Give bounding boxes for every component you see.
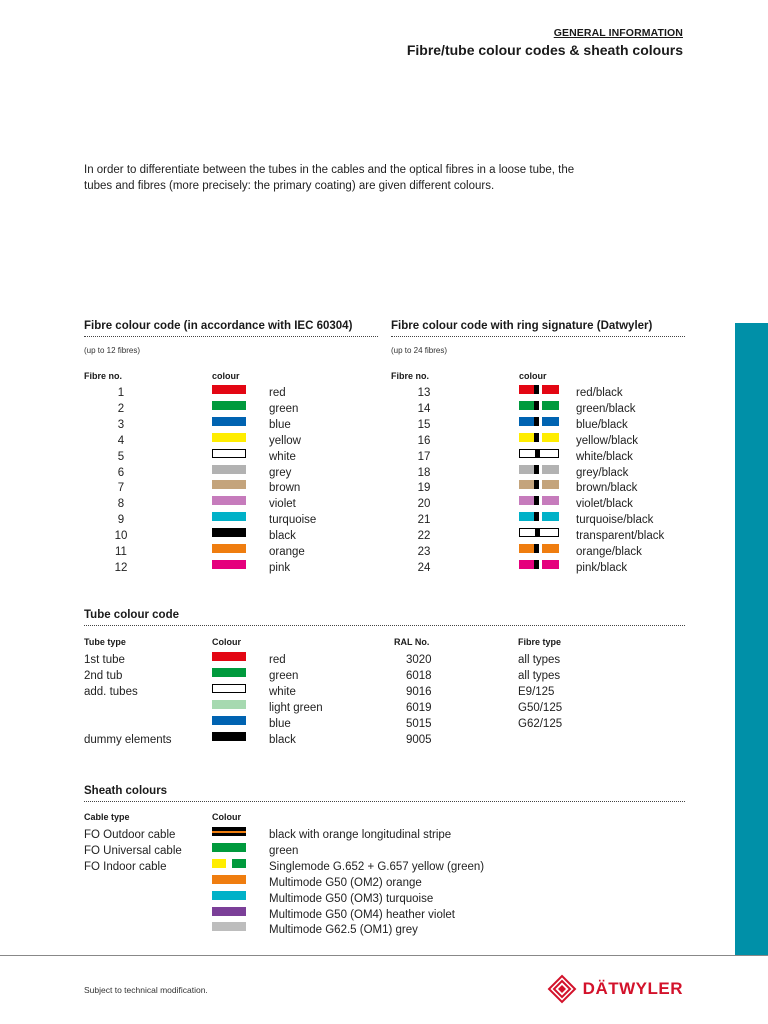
fibre-iec-title: Fibre colour code (in accordance with IEC 60304) bbox=[84, 320, 353, 332]
ral-number: 3020 bbox=[406, 654, 432, 666]
ring-gap bbox=[539, 417, 542, 426]
ring-swatch bbox=[519, 544, 559, 553]
fibre-number: 6 bbox=[117, 466, 125, 479]
colour-label: black with orange longitudinal stripe bbox=[269, 829, 452, 841]
fibre-number: 17 bbox=[417, 450, 431, 463]
colour-swatch bbox=[212, 684, 246, 693]
colour-label: Multimode G50 (OM4) heather violet bbox=[269, 908, 455, 921]
table-row bbox=[84, 700, 685, 716]
table-row bbox=[391, 480, 685, 496]
col-colour: Colour bbox=[212, 637, 241, 647]
ring-gap bbox=[539, 544, 542, 553]
ring-swatch bbox=[519, 449, 559, 458]
tube-section bbox=[84, 607, 685, 757]
divider bbox=[84, 625, 685, 626]
ring-gap bbox=[539, 401, 542, 410]
table-row bbox=[391, 560, 685, 576]
ring-gap bbox=[539, 512, 542, 521]
fibre-number: 22 bbox=[417, 530, 431, 543]
ring-swatch bbox=[519, 512, 559, 521]
colour-swatch bbox=[212, 700, 246, 709]
table-row bbox=[391, 417, 685, 433]
fibre-number: 9 bbox=[117, 514, 125, 527]
colour-swatch bbox=[212, 859, 246, 868]
colour-label: Multimode G50 (OM3) turquoise bbox=[269, 892, 434, 905]
cable-type: FO Outdoor cable bbox=[84, 829, 176, 841]
colour-label: green bbox=[269, 844, 299, 857]
fibre-number: 10 bbox=[114, 530, 128, 543]
tube-rows bbox=[84, 652, 685, 752]
fibre-type: E9/125 bbox=[518, 685, 555, 698]
fibre-ring-section bbox=[391, 318, 685, 578]
sheath-title: Sheath colours bbox=[84, 785, 168, 797]
sheath-section bbox=[84, 783, 685, 943]
colour-swatch bbox=[212, 528, 246, 537]
colour-swatch bbox=[212, 732, 246, 741]
ring-swatch bbox=[519, 480, 559, 489]
fibre-type: all types bbox=[518, 669, 561, 682]
colour-label: orange bbox=[269, 546, 305, 558]
table-row bbox=[84, 922, 685, 938]
colour-swatch bbox=[212, 480, 246, 489]
table-row bbox=[84, 875, 685, 891]
fibre-iec-rows bbox=[84, 385, 378, 585]
table-row bbox=[84, 827, 685, 843]
colour-label: red bbox=[269, 387, 286, 399]
datwyler-logo bbox=[547, 974, 683, 1004]
table-row bbox=[391, 401, 685, 417]
fibre-type: G50/125 bbox=[518, 701, 563, 714]
table-row bbox=[84, 433, 378, 449]
colour-label: Multimode G50 (OM2) orange bbox=[269, 876, 422, 889]
fibre-number: 23 bbox=[417, 546, 431, 558]
table-row bbox=[84, 843, 685, 859]
ring-band bbox=[535, 529, 540, 536]
ral-number: 6019 bbox=[406, 701, 432, 714]
ring-band bbox=[535, 450, 540, 457]
table-row bbox=[391, 433, 685, 449]
ring-swatch bbox=[519, 385, 559, 394]
colour-swatch bbox=[212, 449, 246, 458]
ring-gap bbox=[539, 496, 542, 505]
colour-label: green bbox=[269, 402, 299, 415]
table-row bbox=[84, 859, 685, 875]
table-row bbox=[84, 716, 685, 732]
ral-number: 9016 bbox=[406, 685, 432, 698]
ring-swatch bbox=[519, 528, 559, 537]
ring-swatch bbox=[519, 496, 559, 505]
fibre-number: 4 bbox=[117, 434, 125, 447]
fibre-number: 20 bbox=[417, 498, 431, 511]
table-row bbox=[391, 544, 685, 560]
colour-label: grey bbox=[269, 466, 292, 479]
col-colour: colour bbox=[212, 371, 240, 381]
ring-gap bbox=[539, 465, 542, 474]
page-title: Fibre/tube colour codes & sheath colours bbox=[406, 42, 683, 58]
cable-type: FO Indoor cable bbox=[84, 860, 167, 873]
table-row bbox=[84, 732, 685, 748]
colour-swatch bbox=[212, 668, 246, 677]
colour-swatch bbox=[212, 922, 246, 931]
colour-label: red/black bbox=[576, 387, 623, 399]
sheath-rows bbox=[84, 827, 685, 942]
colour-swatch bbox=[212, 560, 246, 569]
table-row bbox=[84, 891, 685, 907]
tube-title: Tube colour code bbox=[84, 609, 179, 621]
divider bbox=[84, 336, 378, 337]
colour-swatch bbox=[212, 417, 246, 426]
table-row bbox=[84, 560, 378, 576]
fibre-number: 1 bbox=[117, 387, 125, 399]
table-row bbox=[84, 401, 378, 417]
fibre-number: 24 bbox=[417, 561, 431, 574]
tube-type: 2nd tub bbox=[84, 669, 123, 682]
fibre-number: 15 bbox=[417, 418, 431, 431]
table-row bbox=[391, 385, 685, 401]
colour-label: turquoise/black bbox=[576, 514, 654, 527]
colour-label: white/black bbox=[576, 450, 633, 463]
fibre-iec-note: (up to 12 fibres) bbox=[84, 346, 141, 355]
tube-type: dummy elements bbox=[84, 733, 172, 746]
colour-swatch bbox=[212, 652, 246, 661]
ral-number: 9005 bbox=[406, 733, 432, 746]
colour-label: orange/black bbox=[576, 546, 642, 558]
colour-label: yellow/black bbox=[576, 434, 638, 447]
colour-label: green/black bbox=[576, 402, 636, 415]
col-colour: colour bbox=[519, 371, 547, 381]
ring-swatch bbox=[519, 401, 559, 410]
ral-number: 6018 bbox=[406, 669, 432, 682]
divider bbox=[391, 336, 685, 337]
fibre-type: G62/125 bbox=[518, 717, 563, 730]
table-row bbox=[84, 907, 685, 923]
colour-label: grey/black bbox=[576, 466, 629, 479]
table-row bbox=[391, 528, 685, 544]
colour-swatch bbox=[212, 512, 246, 521]
ring-gap bbox=[539, 480, 542, 489]
fibre-type: all types bbox=[518, 654, 561, 666]
section-label: GENERAL INFORMATION bbox=[553, 27, 683, 39]
datwyler-logo-text: DÄTWYLER bbox=[582, 979, 683, 998]
colour-label: white bbox=[269, 450, 296, 463]
col-colour: Colour bbox=[212, 812, 241, 822]
colour-swatch bbox=[212, 496, 246, 505]
ring-swatch bbox=[519, 417, 559, 426]
divider bbox=[84, 801, 685, 802]
footer-divider bbox=[0, 955, 768, 956]
colour-swatch bbox=[212, 875, 246, 884]
fibre-iec-section bbox=[84, 318, 378, 578]
fibre-number: 8 bbox=[117, 498, 125, 511]
colour-label: pink/black bbox=[576, 561, 628, 574]
colour-swatch bbox=[212, 716, 246, 725]
fibre-number: 19 bbox=[417, 482, 431, 495]
fibre-ring-rows bbox=[391, 385, 685, 585]
swatch-part bbox=[212, 859, 226, 868]
colour-label: transparent/black bbox=[576, 530, 665, 543]
fibre-number: 12 bbox=[114, 561, 128, 574]
ring-gap bbox=[539, 433, 542, 442]
ring-swatch bbox=[519, 433, 559, 442]
colour-label: white bbox=[269, 685, 296, 698]
col-fibre-type: Fibre type bbox=[518, 637, 562, 647]
colour-swatch bbox=[212, 385, 246, 394]
colour-label: black bbox=[269, 530, 296, 543]
intro-paragraph: In order to differentiate between the tubes in the cables and the optical fibres in a loose tube, the tubes and fibres (more precisely: the primary coating) are given different colours. bbox=[84, 164, 575, 192]
fibre-number: 21 bbox=[417, 514, 431, 527]
fibre-number: 14 bbox=[417, 402, 431, 415]
fibre-number: 3 bbox=[117, 418, 125, 431]
colour-label: turquoise bbox=[269, 514, 317, 527]
colour-label: blue/black bbox=[576, 418, 628, 431]
col-fibre-no: Fibre no. bbox=[391, 371, 429, 381]
stripe bbox=[212, 831, 246, 833]
colour-swatch bbox=[212, 465, 246, 474]
fibre-number: 16 bbox=[417, 434, 431, 447]
table-row bbox=[84, 528, 378, 544]
table-row bbox=[84, 496, 378, 512]
colour-label: blue bbox=[269, 418, 291, 431]
table-row bbox=[84, 385, 378, 401]
swatch-part bbox=[232, 859, 246, 868]
colour-swatch bbox=[212, 907, 246, 916]
table-row bbox=[84, 449, 378, 465]
fibre-number: 5 bbox=[117, 450, 125, 463]
col-fibre-no: Fibre no. bbox=[84, 371, 122, 381]
colour-label: yellow bbox=[269, 434, 301, 447]
table-row bbox=[84, 480, 378, 496]
tube-type: add. tubes bbox=[84, 685, 138, 698]
colour-label: Multimode G62.5 (OM1) grey bbox=[269, 924, 418, 937]
col-cable-type: Cable type bbox=[84, 812, 130, 822]
table-row bbox=[391, 465, 685, 481]
fibre-number: 13 bbox=[417, 387, 431, 399]
tube-type: 1st tube bbox=[84, 654, 125, 666]
ring-gap bbox=[539, 385, 542, 394]
colour-label: black bbox=[269, 733, 296, 746]
ring-swatch bbox=[519, 465, 559, 474]
colour-swatch bbox=[212, 827, 246, 836]
fibre-number: 18 bbox=[417, 466, 431, 479]
colour-label: blue bbox=[269, 717, 291, 730]
colour-label: Singlemode G.652 + G.657 yellow (green) bbox=[269, 860, 485, 873]
colour-label: brown bbox=[269, 482, 301, 495]
col-tube-type: Tube type bbox=[84, 637, 126, 647]
colour-swatch bbox=[212, 891, 246, 900]
table-row bbox=[391, 449, 685, 465]
footer-note: Subject to technical modification. bbox=[84, 985, 208, 995]
fibre-ring-title: Fibre colour code with ring signature (Datwyler) bbox=[391, 320, 653, 332]
colour-swatch bbox=[212, 433, 246, 442]
table-row bbox=[84, 668, 685, 684]
table-row bbox=[84, 417, 378, 433]
table-row bbox=[391, 496, 685, 512]
ring-swatch bbox=[519, 560, 559, 569]
fibre-number: 11 bbox=[115, 546, 127, 558]
colour-label: pink bbox=[269, 561, 291, 574]
ring-gap bbox=[539, 560, 542, 569]
colour-label: violet/black bbox=[576, 498, 633, 511]
colour-label: red bbox=[269, 654, 286, 666]
colour-swatch bbox=[212, 401, 246, 410]
colour-label: brown/black bbox=[576, 482, 638, 495]
colour-label: green bbox=[269, 669, 299, 682]
table-row bbox=[84, 465, 378, 481]
fibre-ring-note: (up to 24 fibres) bbox=[391, 346, 448, 355]
colour-swatch bbox=[212, 843, 246, 852]
cable-type: FO Universal cable bbox=[84, 844, 182, 857]
table-row bbox=[84, 652, 685, 668]
datwyler-logo-icon bbox=[547, 974, 577, 1004]
table-row bbox=[84, 512, 378, 528]
table-row bbox=[84, 544, 378, 560]
fibre-number: 2 bbox=[117, 402, 125, 415]
colour-label: light green bbox=[269, 701, 323, 714]
col-ral-no: RAL No. bbox=[394, 637, 430, 647]
sidebar-tab bbox=[735, 323, 768, 955]
table-row bbox=[84, 684, 685, 700]
colour-swatch bbox=[212, 544, 246, 553]
colour-label: violet bbox=[269, 498, 296, 511]
ral-number: 5015 bbox=[406, 717, 432, 730]
fibre-number: 7 bbox=[117, 482, 125, 495]
table-row bbox=[391, 512, 685, 528]
